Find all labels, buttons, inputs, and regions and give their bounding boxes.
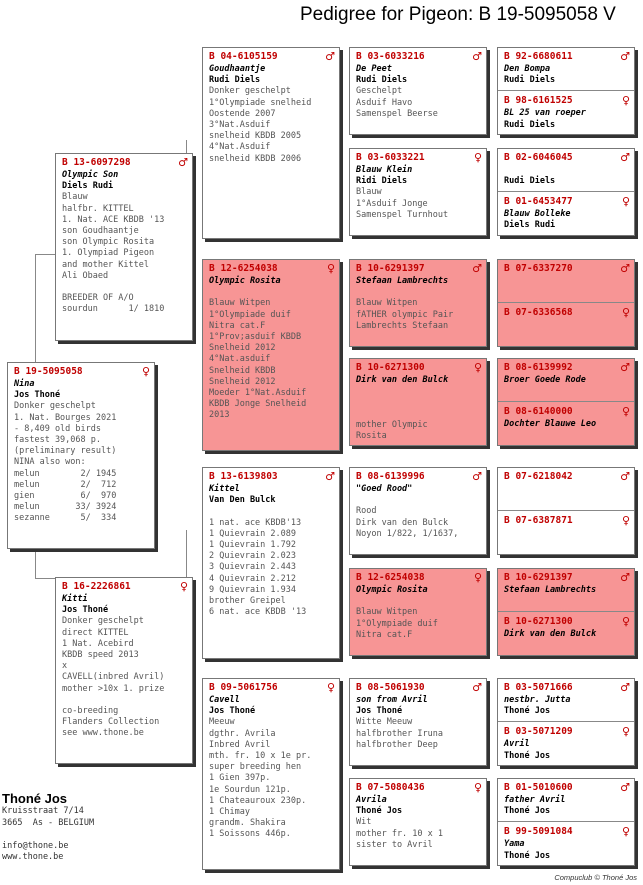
pigeon-name: Yama: [504, 839, 525, 850]
owner-name: Rudi Diels: [504, 119, 556, 130]
pigeon-name: Stefaan Lambrechts: [356, 276, 449, 286]
female-symbol-icon: ♀: [473, 571, 482, 584]
female-symbol-icon: ♀: [473, 781, 482, 794]
connector-line: [35, 254, 36, 362]
pedigree-card-ss[interactable]: [202, 47, 340, 239]
female-symbol-icon: ♀: [621, 405, 630, 419]
ring-number: B 08-5061930: [356, 682, 425, 693]
connector-line: [35, 254, 55, 255]
pigeon-name: Kittel: [209, 484, 240, 494]
pigeon-name: Nina: [14, 379, 35, 389]
description: Rood Dirk van den Bulck Noyon 1/822, 1/1637,: [356, 506, 459, 539]
pigeon-name: Broer Goede Rode: [504, 375, 586, 385]
male-symbol-icon: ♂: [472, 470, 482, 483]
pedigree-card-pair-5[interactable]: [497, 467, 635, 555]
pigeon-name: BL 25 van roeper: [504, 108, 586, 119]
owner-name: Thoné Jos: [504, 850, 551, 861]
ring-number: B 13-6139803: [209, 471, 278, 482]
pedigree-card-subject[interactable]: [7, 362, 155, 549]
pedigree-card-dds[interactable]: [349, 678, 487, 766]
ring-number: B 01-5010600: [504, 782, 573, 793]
male-symbol-icon: ♂: [620, 571, 630, 584]
owner-name: Rudi Diels: [504, 176, 556, 186]
female-symbol-icon: ♀: [621, 94, 630, 108]
owner-name: Thoné Jos: [504, 806, 551, 817]
ring-number: B 10-6271300: [356, 362, 425, 373]
description: Blauw Witpen fATHER olympic Pair Lambrechts Stefaan: [356, 298, 454, 331]
pedigree-card-dsd[interactable]: [349, 568, 487, 656]
pedigree-card-sss[interactable]: [349, 47, 487, 135]
ring-number: B 12-6254038: [356, 572, 425, 583]
ring-number: B 01-6453477: [504, 196, 573, 208]
owner-name: Jos Thoné: [209, 706, 256, 717]
description: Geschelpt Asduif Havo Samenspel Beerse: [356, 86, 438, 119]
pedigree-card-pair-6[interactable]: [497, 568, 635, 656]
pigeon-name: Dirk van den Bulck: [356, 375, 449, 385]
male-symbol-icon: ♂: [620, 781, 630, 794]
pedigree-card-pair-2[interactable]: [497, 148, 635, 236]
female-symbol-icon: ♀: [621, 615, 630, 629]
description: Blauw 1°Asduif Jonge Samenspel Turnhout: [356, 187, 449, 220]
ring-number: B 03-5071209: [504, 726, 573, 738]
male-symbol-icon: ♂: [620, 681, 630, 694]
pedigree-card-dd[interactable]: [202, 678, 340, 870]
pigeon-name: Avrila: [356, 795, 387, 805]
description: Wit mother fr. 10 x 1 sister to Avril: [356, 817, 443, 850]
female-symbol-icon: ♀: [326, 681, 335, 694]
pigeon-name: Olympic Rosita: [209, 276, 281, 286]
pigeon-name: nestbr. Jutta: [504, 695, 571, 705]
owner-name: Thoné Jos: [356, 806, 403, 817]
owner-name: Rudi Diels: [356, 75, 408, 86]
ring-number: B 02-6046045: [504, 152, 573, 163]
ring-number: B 08-6139996: [356, 471, 425, 482]
pedigree-card-sire[interactable]: [55, 153, 193, 341]
pedigree-card-sd[interactable]: [202, 259, 340, 451]
ring-number: B 09-5061756: [209, 682, 278, 693]
pigeon-name: Olympic Rosita: [356, 585, 428, 595]
ring-number: B 16-2226861: [62, 581, 131, 592]
pigeon-name: Blauw Klein: [356, 165, 413, 175]
breeder-name: Thoné Jos: [2, 791, 68, 806]
description: Blauw Witpen 1°Olympiade duif Nitra cat.F: [356, 607, 438, 640]
pigeon-name: Cavell: [209, 695, 240, 705]
ring-number: B 98-6161525: [504, 95, 573, 107]
pedigree-card-pair-3[interactable]: [497, 259, 635, 347]
ring-number: B 03-6033221: [356, 152, 425, 163]
ring-number: B 92-6680611: [504, 51, 573, 62]
female-symbol-icon: ♀: [326, 262, 335, 275]
ring-number: B 03-5071666: [504, 682, 573, 693]
owner-name: Diels Rudi: [62, 181, 114, 192]
pedigree-card-sdd[interactable]: [349, 358, 487, 446]
pigeon-name: Blauw Bolleke: [504, 209, 571, 220]
pedigree-card-ddd[interactable]: [349, 778, 487, 866]
female-symbol-icon: ♀: [621, 514, 630, 527]
breeder-info: [2, 791, 94, 864]
male-symbol-icon: ♂: [620, 50, 630, 63]
description: Donker geschelpt direct KITTEL 1 Nat. Acebird KBDB speed 2013 x CAVELL(inbred Avril) mother >10x 1. prize co-breeding Flanders Collection see www.thone.be: [62, 616, 165, 739]
description: Meeuw dgthr. Avrila Inbred Avril mth. fr. 10 x 1e pr. super breeding hen 1 Gien 397p. 1e Sourdun 121p. 1 Chateauroux 230p. 1 Chimay grandm. Shakira 1 Soissons 446p.: [209, 717, 312, 840]
footer-credit: Compuclub © Thoné Jos: [554, 873, 637, 882]
pigeon-name: "Goed Rood": [356, 484, 413, 494]
pedigree-card-ds[interactable]: [202, 467, 340, 659]
pigeon-name: Dochter Blauwe Leo: [504, 419, 597, 430]
owner-name: Thoné Jos: [504, 706, 551, 717]
pigeon-name: Stefaan Lambrechts: [504, 585, 597, 595]
owner-name: Jos Thoné: [356, 706, 403, 717]
ring-number: B 99-5091084: [504, 826, 573, 838]
owner-name: Van Den Bulck: [209, 495, 276, 506]
female-symbol-icon: ♀: [473, 151, 482, 164]
description: 1 nat. ace KBDB'13 1 Quievrain 2.089 1 Quievrain 1.792 2 Quievrain 2.023 3 Quievrain 2.443 4 Quievrain 2.212 9 Quievrain 1.934 brother Greipel 6 nat. ace KBDB '13: [209, 517, 307, 618]
female-symbol-icon: ♀: [141, 365, 150, 378]
male-symbol-icon: ♂: [472, 262, 482, 275]
male-symbol-icon: ♂: [472, 50, 482, 63]
ring-number: B 13-6097298: [62, 157, 131, 168]
ring-number: B 19-5095058: [14, 366, 83, 377]
pedigree-card-ssd[interactable]: [349, 148, 487, 236]
ring-number: B 04-6105159: [209, 51, 278, 62]
female-symbol-icon: ♀: [621, 306, 630, 319]
owner-name: Rudi Diels: [209, 75, 261, 86]
breeder-contact: Kruisstraat 7/14 3665 As - BELGIUM info@thone.be www.thone.be: [2, 806, 95, 862]
description: Blauw halfbr. KITTEL 1. Nat. ACE KBDB '13 son Goudhaantje son Olympic Rosita 1. Olympiad Pigeon and mother Kittel Ali Obaed BREEDER OF A/O sourdun 1/ 1810: [62, 192, 165, 315]
ring-number: B 10-6291397: [504, 572, 573, 583]
owner-name: Thoné Jos: [504, 750, 551, 761]
ring-number: B 07-6387871: [504, 515, 573, 526]
male-symbol-icon: ♂: [620, 151, 630, 164]
ring-number: B 12-6254038: [209, 263, 278, 274]
pigeon-name: De Peet: [356, 64, 392, 74]
pedigree-card-pair-8[interactable]: [497, 778, 635, 866]
ring-number: B 07-6218042: [504, 471, 573, 482]
owner-name: Diels Rudi: [504, 220, 556, 231]
ring-number: B 10-6271300: [504, 616, 573, 628]
male-symbol-icon: ♂: [620, 262, 630, 275]
male-symbol-icon: ♂: [620, 361, 630, 374]
connector-line: [35, 578, 55, 579]
pigeon-name: Den Bompa: [504, 64, 551, 74]
owner-name: Jos Thoné: [14, 390, 61, 401]
ring-number: B 08-6140000: [504, 406, 573, 418]
description: Donker geschelpt 1. Nat. Bourges 2021 - 8,409 old birds fastest 39,068 p. (preliminary result) NINA also won: melun 2/ 1945 melun 2/ 712 gien 6/ 970 melun 33/ 3924 sezanne 5/ 334: [14, 401, 117, 524]
description: mother Olympic Rosita: [356, 419, 428, 442]
female-symbol-icon: ♀: [621, 195, 630, 209]
pedigree-card-sds[interactable]: [349, 259, 487, 347]
pigeon-name: Kitti: [62, 594, 88, 604]
owner-name: Jos Thoné: [62, 605, 109, 616]
pigeon-name: son from Avril: [356, 695, 428, 705]
pigeon-name: father Avril: [504, 795, 566, 805]
pedigree-card-pair-7[interactable]: [497, 678, 635, 766]
pedigree-card-pair-4[interactable]: [497, 358, 635, 446]
pigeon-name: Goudhaantje: [209, 64, 266, 74]
page-title: Pedigree for Pigeon: B 19-5095058 V: [300, 4, 616, 25]
description: Witte Meeuw halfbrother Iruna halfbrother Deep: [356, 717, 443, 750]
male-symbol-icon: ♂: [325, 50, 335, 63]
female-symbol-icon: ♀: [621, 725, 630, 739]
ring-number: B 07-5080436: [356, 782, 425, 793]
male-symbol-icon: ♂: [325, 470, 335, 483]
male-symbol-icon: ♂: [178, 156, 188, 169]
ring-number: B 07-6336568: [504, 307, 573, 318]
pedigree-card-dss[interactable]: [349, 467, 487, 555]
pigeon-name: Dirk van den Bulck: [504, 629, 597, 640]
owner-name: Rudi Diels: [504, 75, 556, 86]
description: Donker geschelpt 1°Olympiade snelheid Oostende 2007 3°Nat.Asduif snelheid KBDB 2005 4°Nat.Asduif snelheid KBDB 2006: [209, 86, 312, 164]
male-symbol-icon: ♂: [472, 681, 482, 694]
ring-number: B 10-6291397: [356, 263, 425, 274]
ring-number: B 07-6337270: [504, 263, 573, 274]
pedigree-card-dam[interactable]: [55, 577, 193, 764]
pigeon-name: [504, 165, 630, 176]
female-symbol-icon: ♀: [179, 580, 188, 593]
description: Blauw Witpen 1°Olympiade duif Nitra cat.F 1°Prov;asduif KBDB Snelheid 2012 4°Nat.asduif Snelheid KBDB Snelheid 2012 Moeder 1°Nat.Asduif KBDB Jonge Snelheid 2013: [209, 298, 307, 421]
female-symbol-icon: ♀: [621, 825, 630, 839]
male-symbol-icon: ♂: [620, 470, 630, 483]
owner-name: Ridi Diels: [356, 176, 408, 187]
pigeon-name: Avril: [504, 739, 530, 750]
female-symbol-icon: ♀: [473, 361, 482, 374]
pedigree-card-pair-1[interactable]: [497, 47, 635, 135]
ring-number: B 03-6033216: [356, 51, 425, 62]
ring-number: B 08-6139992: [504, 362, 573, 373]
pigeon-name: Olympic Son: [62, 170, 119, 180]
